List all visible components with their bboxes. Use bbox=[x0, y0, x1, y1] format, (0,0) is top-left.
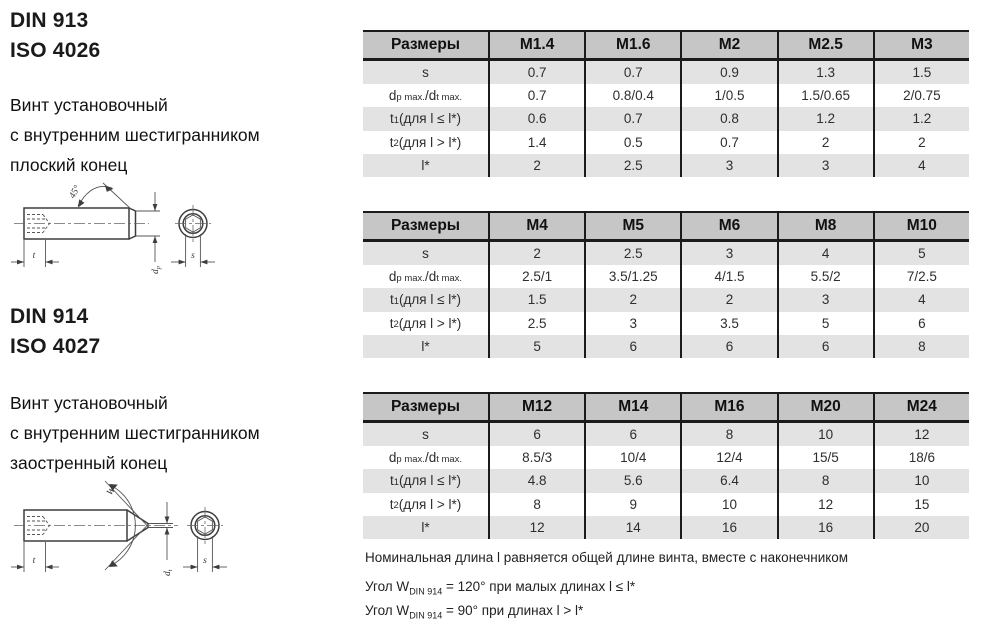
row-label: l* bbox=[421, 519, 430, 535]
dim-dt-label: $d_t$ bbox=[163, 569, 175, 576]
table-cell: 1.4 bbox=[488, 131, 584, 154]
table-cell: 6 bbox=[680, 335, 776, 358]
table-header-cell: M14 bbox=[584, 394, 680, 420]
table-cell: 0.8/0.4 bbox=[584, 84, 680, 107]
table-cell: 2.5 bbox=[488, 312, 584, 335]
row-label: l* bbox=[421, 338, 430, 354]
table-cell: 0.9 bbox=[680, 61, 776, 84]
dim-dp-label: $d_p$ bbox=[151, 266, 163, 274]
table-cell: 10 bbox=[680, 493, 776, 516]
table-header-cell: M1.4 bbox=[488, 32, 584, 58]
table-row-s bbox=[363, 242, 969, 265]
table-header-cell: M8 bbox=[777, 213, 873, 239]
table-header-cell: M12 bbox=[488, 394, 584, 420]
table-cell: 12/4 bbox=[680, 446, 776, 469]
dim-s-label: s bbox=[191, 251, 195, 261]
table-header-cell: M16 bbox=[680, 394, 776, 420]
table-header-cell: M5 bbox=[584, 213, 680, 239]
table-cell: 2.5 bbox=[584, 242, 680, 265]
table-header-cell: M20 bbox=[777, 394, 873, 420]
table-cell: 2 bbox=[584, 288, 680, 311]
table-cell: 6 bbox=[873, 312, 969, 335]
din914-description bbox=[10, 388, 260, 478]
table-cell: 0.7 bbox=[680, 131, 776, 154]
table-cell: 3 bbox=[777, 288, 873, 311]
table-cell: 0.7 bbox=[584, 61, 680, 84]
spec-table-m4-m10 bbox=[363, 211, 969, 358]
table-cell: 2.5 bbox=[584, 154, 680, 177]
table-cell: 7/2.5 bbox=[873, 265, 969, 288]
table-cell: 12 bbox=[777, 493, 873, 516]
table-row-dp-dt bbox=[363, 265, 969, 288]
table-row-l-star bbox=[363, 516, 969, 539]
table-cell: 6 bbox=[777, 335, 873, 358]
row-label: s bbox=[422, 427, 429, 443]
table-header-cell: M2 bbox=[680, 32, 776, 58]
row-label: t 2 (для l > l*) bbox=[389, 134, 462, 150]
table-cell: 3.5/1.25 bbox=[584, 265, 680, 288]
row-label: t 2 (для l > l*) bbox=[389, 315, 462, 331]
iso4026-number: ISO 4026 bbox=[10, 39, 101, 62]
length-note: Номинальная длина l равняется общей длине винта, вместе с наконечником bbox=[365, 550, 849, 565]
table-header-cell: M24 bbox=[873, 394, 969, 420]
din914-number: DIN 914 bbox=[10, 305, 89, 328]
row-label: t 1 (для l ≤ l*) bbox=[389, 111, 462, 127]
table-row-t1 bbox=[363, 469, 969, 492]
table-cell: 16 bbox=[680, 516, 776, 539]
din914-standard-heading bbox=[10, 302, 100, 362]
din914-cone-point-drawing bbox=[8, 472, 233, 586]
table-cell: 10/4 bbox=[584, 446, 680, 469]
spec-table-m12-m24 bbox=[363, 392, 969, 539]
row-label: t 1 (для l ≤ l*) bbox=[389, 292, 462, 308]
table-cell: 4 bbox=[777, 242, 873, 265]
table-header-cell: M4 bbox=[488, 213, 584, 239]
row-label: s bbox=[422, 246, 429, 262]
table-row-t2 bbox=[363, 493, 969, 516]
table-cell: 14 bbox=[584, 516, 680, 539]
table-cell: 20 bbox=[873, 516, 969, 539]
description-line: заостренный конец bbox=[10, 453, 168, 473]
table-cell: 1.5 bbox=[873, 61, 969, 84]
table-cell: 8 bbox=[488, 493, 584, 516]
table-cell: 0.8 bbox=[680, 107, 776, 130]
table-cell: 16 bbox=[777, 516, 873, 539]
table-header-cell: Размеры bbox=[390, 217, 461, 234]
din913-number: DIN 913 bbox=[10, 9, 89, 32]
chamfer-angle-label: 45° bbox=[67, 183, 83, 201]
table-row-s bbox=[363, 61, 969, 84]
table-cell: 3.5 bbox=[680, 312, 776, 335]
table-header-cell: M1.6 bbox=[584, 32, 680, 58]
table-cell: 2 bbox=[777, 131, 873, 154]
table-cell: 1.5 bbox=[488, 288, 584, 311]
angle-note-120: Угол $W_{DIN 914} = 120^\circ$ при малых длинах l ≤ l* bbox=[365, 579, 636, 597]
table-header-cell: Размеры bbox=[390, 398, 461, 415]
table-header-cell: M10 bbox=[873, 213, 969, 239]
table-row-s bbox=[363, 423, 969, 446]
description-line: Винт установочный bbox=[10, 393, 168, 413]
table-row-t2 bbox=[363, 131, 969, 154]
angle-note-90: Угол $W_{DIN 914} = 90^\circ$ при длинах l > l* bbox=[365, 603, 584, 621]
description-line: Винт установочный bbox=[10, 95, 168, 115]
row-label: l* bbox=[421, 157, 430, 173]
table-header-cell: M2.5 bbox=[777, 32, 873, 58]
table-row-dp-dt bbox=[363, 84, 969, 107]
table-cell: 4 bbox=[873, 154, 969, 177]
table-cell: 2/0.75 bbox=[873, 84, 969, 107]
description-line: плоский конец bbox=[10, 155, 128, 175]
table-cell: 10 bbox=[873, 469, 969, 492]
table-cell: 6 bbox=[584, 423, 680, 446]
table-cell: 3 bbox=[777, 154, 873, 177]
table-header-cell: M6 bbox=[680, 213, 776, 239]
table-cell: 8 bbox=[777, 469, 873, 492]
row-label: d p max. /d t max. bbox=[388, 88, 463, 104]
table-cell: 6 bbox=[584, 335, 680, 358]
table-cell: 1.2 bbox=[873, 107, 969, 130]
table-header-cell: Размеры bbox=[390, 36, 461, 53]
table-cell: 2 bbox=[873, 131, 969, 154]
iso4027-number: ISO 4027 bbox=[10, 335, 101, 358]
row-label: t 2 (для l > l*) bbox=[389, 496, 462, 512]
table-cell: 2 bbox=[488, 154, 584, 177]
table-cell: 5.6 bbox=[584, 469, 680, 492]
table-cell: 12 bbox=[873, 423, 969, 446]
table-cell: 5 bbox=[488, 335, 584, 358]
table-cell: 3 bbox=[680, 242, 776, 265]
table-cell: 1/0.5 bbox=[680, 84, 776, 107]
description-line: с внутренним шестигранником bbox=[10, 125, 260, 145]
description-line: с внутренним шестигранником bbox=[10, 423, 260, 443]
table-cell: 4/1.5 bbox=[680, 265, 776, 288]
dim-s-label: s bbox=[203, 556, 207, 566]
table-cell: 0.7 bbox=[488, 84, 584, 107]
din913-description bbox=[10, 90, 260, 180]
table-cell: 5.5/2 bbox=[777, 265, 873, 288]
table-cell: 2 bbox=[680, 288, 776, 311]
table-header-row bbox=[363, 30, 969, 61]
table-cell: 8.5/3 bbox=[488, 446, 584, 469]
row-label: d p max. /d t max. bbox=[388, 450, 463, 466]
table-cell: 1.3 bbox=[777, 61, 873, 84]
table-row-l-star bbox=[363, 335, 969, 358]
angle-w-label: W bbox=[105, 485, 119, 498]
table-cell: 3 bbox=[680, 154, 776, 177]
table-row-l-star bbox=[363, 154, 969, 177]
table-cell: 12 bbox=[488, 516, 584, 539]
table-cell: 10 bbox=[777, 423, 873, 446]
table-cell: 4 bbox=[873, 288, 969, 311]
table-cell: 0.5 bbox=[584, 131, 680, 154]
table-cell: 5 bbox=[873, 242, 969, 265]
table-cell: 5 bbox=[777, 312, 873, 335]
table-cell: 15 bbox=[873, 493, 969, 516]
table-row-t2 bbox=[363, 312, 969, 335]
row-label: s bbox=[422, 65, 429, 81]
table-row-t1 bbox=[363, 107, 969, 130]
table-cell: 0.7 bbox=[488, 61, 584, 84]
table-cell: 8 bbox=[680, 423, 776, 446]
table-cell: 9 bbox=[584, 493, 680, 516]
table-header-row bbox=[363, 392, 969, 423]
table-cell: 6.4 bbox=[680, 469, 776, 492]
dim-t-label: t bbox=[32, 251, 36, 261]
row-label: d p max. /d t max. bbox=[388, 269, 463, 285]
dim-t-label: t bbox=[32, 556, 36, 566]
table-cell: 4.8 bbox=[488, 469, 584, 492]
row-label: t 1 (для l ≤ l*) bbox=[389, 473, 462, 489]
table-row-t1 bbox=[363, 288, 969, 311]
table-header-cell: M3 bbox=[873, 32, 969, 58]
table-cell: 3 bbox=[584, 312, 680, 335]
table-cell: 0.7 bbox=[584, 107, 680, 130]
spec-table-m1.4-m3 bbox=[363, 30, 969, 177]
table-cell: 1.2 bbox=[777, 107, 873, 130]
table-header-row bbox=[363, 211, 969, 242]
table-cell: 6 bbox=[488, 423, 584, 446]
table-cell: 18/6 bbox=[873, 446, 969, 469]
table-cell: 1.5/0.65 bbox=[777, 84, 873, 107]
table-cell: 2.5/1 bbox=[488, 265, 584, 288]
table-cell: 0.6 bbox=[488, 107, 584, 130]
din913-standard-heading bbox=[10, 6, 100, 66]
table-cell: 8 bbox=[873, 335, 969, 358]
table-cell: 15/5 bbox=[777, 446, 873, 469]
table-cell: 2 bbox=[488, 242, 584, 265]
table-row-dp-dt bbox=[363, 446, 969, 469]
din913-flat-point-drawing bbox=[8, 178, 230, 276]
